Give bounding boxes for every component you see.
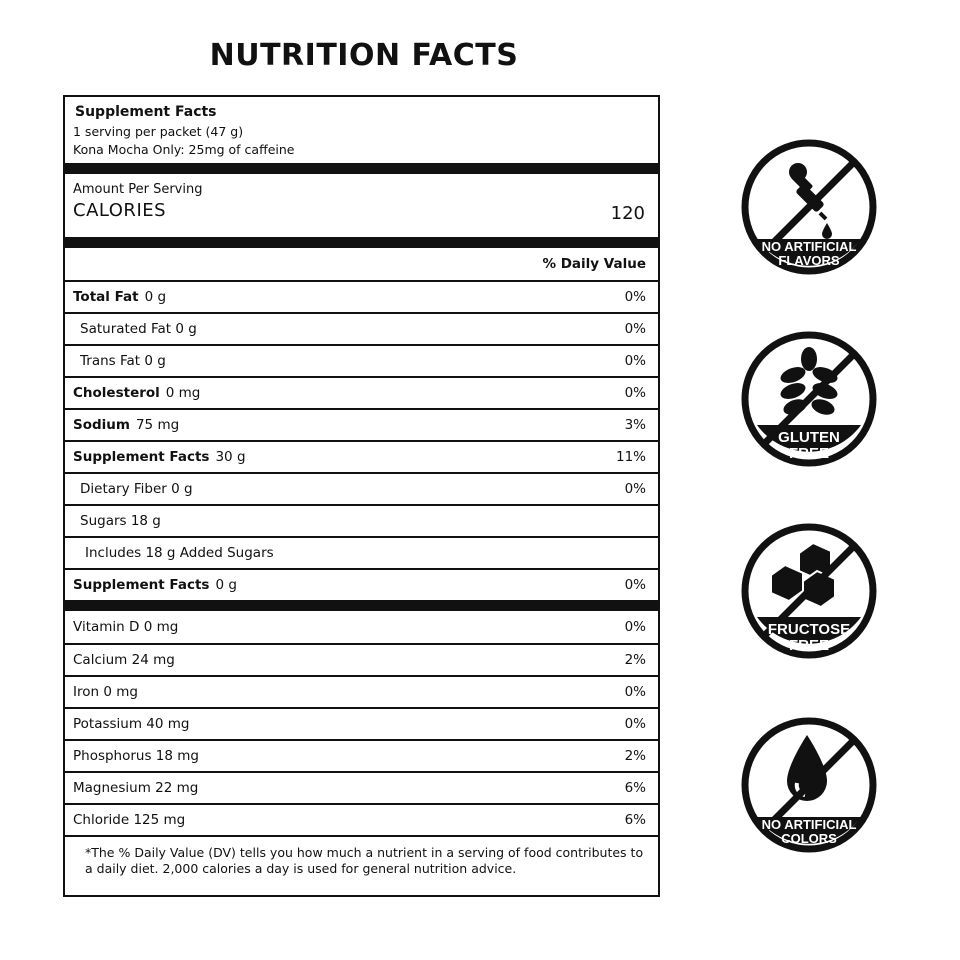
nutrient-dv: 0%: [624, 289, 646, 305]
badge-fructose-free: [741, 523, 877, 659]
nutrient-name: Sodium: [73, 417, 130, 433]
mineral-dv: 0%: [624, 619, 646, 635]
nutrient-amount: 0 g: [144, 289, 167, 305]
nutrient-row-trans-fat: [65, 344, 658, 376]
daily-value-footnote: *The % Daily Value (DV) tells you how much a nutrient in a serving of food contributes to a daily diet. 2,000 calories a day is used for general nutrition advice.: [65, 835, 658, 897]
badge-gluten-free: [741, 331, 877, 467]
nutrient-row-dietary-fiber: [65, 472, 658, 504]
badge-text-line2: FREE: [788, 445, 830, 462]
serving-size: 1 serving per packet (47 g): [73, 124, 244, 139]
badge-text-line2: FLAVORS: [778, 253, 840, 268]
nutrient-name: Supplement Facts: [73, 577, 210, 593]
badge-text-line1: GLUTEN: [778, 429, 840, 446]
nutrient-amount: 0 mg: [165, 385, 201, 401]
nutrient-amount: 75 mg: [135, 417, 180, 433]
nutrient-name: Includes 18 g Added Sugars: [85, 545, 274, 561]
amount-per-serving-label: Amount Per Serving: [73, 182, 203, 197]
mineral-name: Phosphorus 18 mg: [73, 748, 199, 764]
supplement-facts-panel: [63, 95, 660, 897]
mineral-name: Potassium 40 mg: [73, 716, 190, 732]
mineral-dv: 6%: [624, 812, 646, 828]
nutrient-amount: 30 g: [215, 449, 246, 465]
nutrient-row-protein: [65, 568, 658, 600]
nutrient-row-sodium: [65, 408, 658, 440]
mineral-name: Magnesium 22 mg: [73, 780, 199, 796]
mineral-row: [65, 611, 658, 643]
badge-no-artificial-flavors: [741, 139, 877, 275]
mineral-row: [65, 675, 658, 707]
nutrient-dv: 11%: [615, 449, 646, 465]
mineral-row: [65, 803, 658, 835]
mineral-dv: 2%: [624, 652, 646, 668]
nutrient-dv: 0%: [624, 321, 646, 337]
thick-divider: [65, 163, 658, 174]
mineral-name: Vitamin D 0 mg: [73, 619, 179, 635]
nutrient-row-carbohydrate: [65, 440, 658, 472]
thick-divider: [65, 237, 658, 248]
nutrient-name: Supplement Facts: [73, 449, 210, 465]
page-title: NUTRITION FACTS: [209, 38, 519, 73]
mineral-dv: 6%: [624, 780, 646, 796]
mineral-dv: 0%: [624, 684, 646, 700]
mineral-row: [65, 707, 658, 739]
badge-text-line2: COLORS: [781, 831, 837, 846]
badge-no-artificial-colors: [741, 717, 877, 853]
nutrient-name: Total Fat: [73, 289, 139, 305]
nutrient-dv: 0%: [624, 353, 646, 369]
panel-header: [65, 97, 658, 163]
nutrient-name: Cholesterol: [73, 385, 160, 401]
mineral-row: [65, 643, 658, 675]
nutrient-row-total-fat: [65, 280, 658, 312]
nutrient-name: Dietary Fiber 0 g: [80, 481, 193, 497]
badge-text-line1: NO ARTIFICIAL: [761, 817, 857, 832]
badge-text-line1: FRUCTOSE: [767, 621, 851, 638]
nutrient-name: Saturated Fat 0 g: [80, 321, 197, 337]
badge-text-line1: NO ARTIFICIAL: [761, 239, 857, 254]
calories-label: CALORIES: [73, 200, 167, 221]
calories-value: 120: [610, 203, 645, 224]
mineral-name: Iron 0 mg: [73, 684, 138, 700]
mineral-dv: 2%: [624, 748, 646, 764]
mineral-name: Calcium 24 mg: [73, 652, 175, 668]
nutrient-dv: 0%: [624, 481, 646, 497]
caffeine-note: Kona Mocha Only: 25mg of caffeine: [73, 142, 295, 157]
calories-section: [65, 174, 658, 237]
nutrient-dv: 0%: [624, 577, 646, 593]
nutrient-dv: 3%: [624, 417, 646, 433]
nutrient-dv: 0%: [624, 385, 646, 401]
mineral-name: Chloride 125 mg: [73, 812, 186, 828]
daily-value-label: % Daily Value: [542, 256, 646, 272]
panel-heading: Supplement Facts: [75, 104, 217, 120]
nutrient-row-added-sugars: [65, 536, 658, 568]
nutrient-row-sugars: [65, 504, 658, 536]
nutrient-row-cholesterol: [65, 376, 658, 408]
nutrient-name: Trans Fat 0 g: [80, 353, 166, 369]
mineral-row: [65, 771, 658, 803]
mineral-row: [65, 739, 658, 771]
nutrient-row-saturated-fat: [65, 312, 658, 344]
nutrient-amount: 0 g: [215, 577, 237, 593]
daily-value-header: [65, 248, 658, 280]
thick-divider: [65, 600, 658, 611]
badge-text-line2: FREE: [788, 637, 830, 654]
mineral-dv: 0%: [624, 716, 646, 732]
nutrient-name: Sugars 18 g: [80, 513, 161, 529]
